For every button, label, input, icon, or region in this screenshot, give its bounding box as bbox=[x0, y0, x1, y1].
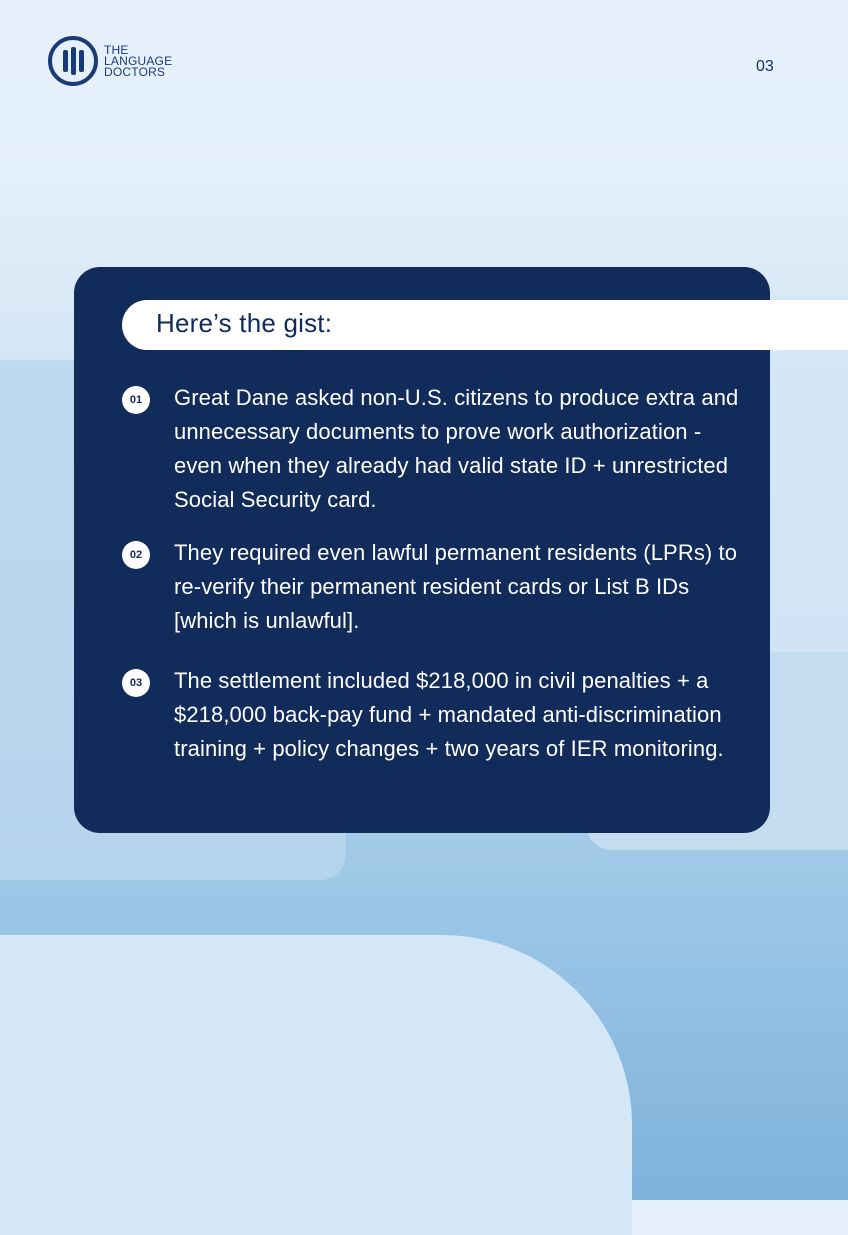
gist-point-2 bbox=[122, 536, 742, 638]
logo-line-2: LANGUAGE bbox=[104, 53, 173, 68]
logo-bar bbox=[79, 50, 84, 72]
logo-bar bbox=[63, 50, 68, 72]
point-number-badge: 01 bbox=[122, 386, 150, 414]
point-text: They required even lawful permanent residents (LPRs) to re-verify their permanent resident cards or List B IDs [which is unlawful]. bbox=[174, 540, 738, 633]
logo-bar bbox=[71, 47, 76, 75]
background-panel-bottom bbox=[0, 935, 632, 1235]
point-number-badge: 03 bbox=[122, 669, 150, 697]
logo-line-1: THE bbox=[104, 42, 129, 57]
point-text: Great Dane asked non-U.S. citizens to produce extra and unnecessary documents to prove work authorization - even when they already had valid state ID + unrestricted Social Security card. bbox=[174, 385, 739, 512]
point-text: The settlement included $218,000 in civil penalties + a $218,000 back-pay fund + mandated anti-discrimination training + policy changes + two years of IER monitoring. bbox=[174, 668, 724, 761]
logo-line-3: DOCTORS bbox=[104, 64, 166, 79]
logo-bars-icon bbox=[48, 36, 98, 86]
gist-point-1 bbox=[122, 381, 742, 517]
brand-logo bbox=[48, 36, 172, 86]
logo-wordmark bbox=[104, 42, 173, 79]
point-number-badge: 02 bbox=[122, 541, 150, 569]
gist-point-3 bbox=[122, 664, 742, 766]
gist-title: Here’s the gist: bbox=[156, 308, 333, 338]
page-number: 03 bbox=[756, 58, 774, 75]
